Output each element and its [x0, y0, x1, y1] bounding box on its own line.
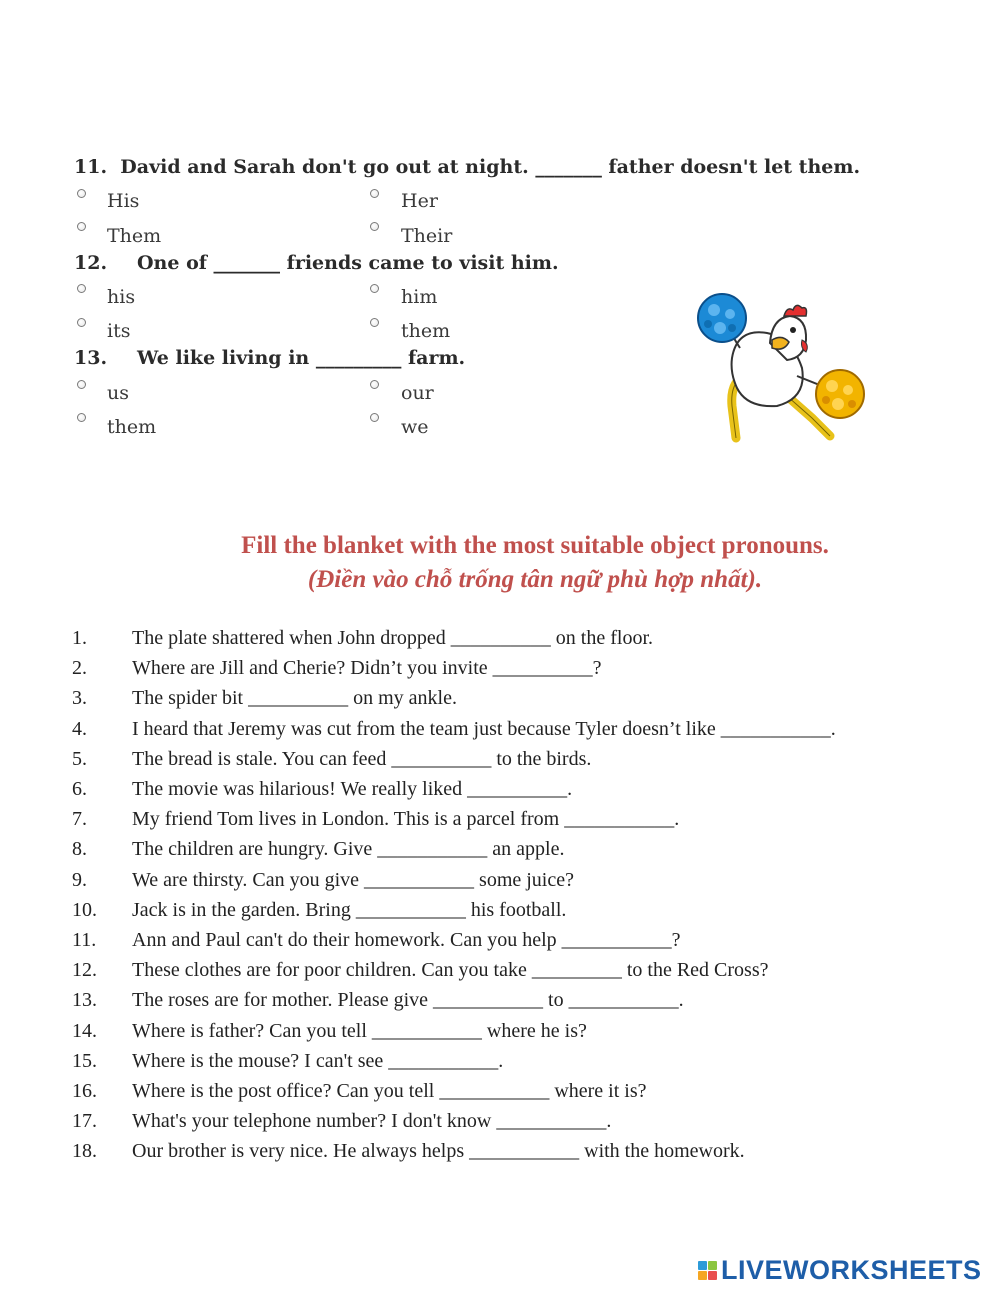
exercise-number: 18.: [72, 1140, 97, 1163]
radio-option[interactable]: [77, 380, 86, 389]
option-label: we: [401, 416, 429, 438]
option-label: its: [107, 320, 131, 342]
exercise-sentence[interactable]: Jack is in the garden. Bring ___________ his football.: [132, 898, 567, 921]
exercise-number: 13.: [72, 989, 97, 1012]
exercise-sentence[interactable]: Ann and Paul can't do their homework. Can you help ___________?: [132, 929, 681, 951]
exercise-number: 3.: [72, 687, 87, 710]
exercise-number: 12.: [72, 959, 97, 982]
exercise-number: 14.: [72, 1019, 97, 1042]
exercise-sentence[interactable]: The roses are for mother. Please give ___________ to ___________.: [132, 989, 684, 1012]
exercise-sentence[interactable]: The bread is stale. You can feed __________ to the birds.: [132, 747, 592, 770]
exercise-number: 5.: [72, 747, 87, 770]
exercise-number: 7.: [72, 808, 87, 831]
radio-option[interactable]: [370, 189, 379, 198]
question-number: 13.: [74, 347, 108, 369]
option-label: our: [401, 382, 434, 404]
question-text: David and Sarah don't go out at night. _______ father doesn't let them.: [120, 156, 861, 178]
radio-option[interactable]: [77, 222, 86, 231]
logo-icon: [698, 1261, 717, 1280]
liveworksheets-logo: [698, 1255, 982, 1285]
radio-option[interactable]: [370, 318, 379, 327]
option-label: Their: [401, 225, 453, 247]
exercise-sentence[interactable]: The children are hungry. Give ___________ an apple.: [132, 838, 565, 861]
option-label: them: [401, 320, 451, 342]
exercise-number: 6.: [72, 778, 87, 800]
radio-option[interactable]: [77, 284, 86, 293]
option-label: His: [107, 190, 140, 212]
exercise-sentence[interactable]: Where is father? Can you tell ___________ where he is?: [132, 1019, 587, 1042]
exercise-number: 4.: [72, 717, 87, 740]
exercise-sentence[interactable]: The spider bit __________ on my ankle.: [132, 687, 457, 710]
question-text: One of _______ friends came to visit him.: [137, 252, 559, 274]
exercise-sentence[interactable]: Where is the post office? Can you tell ___________ where it is?: [132, 1080, 647, 1102]
exercise-sentence[interactable]: What's your telephone number? I don't know ___________.: [132, 1110, 612, 1133]
exercise-sentence[interactable]: Our brother is very nice. He always helps ___________ with the homework.: [132, 1140, 745, 1163]
exercise-number: 11.: [72, 929, 97, 951]
radio-option[interactable]: [77, 413, 86, 422]
exercise-number: 2.: [72, 657, 87, 680]
option-label: Them: [107, 225, 162, 247]
option-label: them: [107, 416, 157, 438]
question-12: [74, 252, 559, 274]
radio-option[interactable]: [77, 189, 86, 198]
exercise-sentence[interactable]: Where are Jill and Cherie? Didn’t you invite __________?: [132, 657, 602, 680]
option-label: his: [107, 286, 136, 308]
exercise-number: 10.: [72, 898, 97, 921]
question-text: We like living in _________ farm.: [137, 347, 466, 369]
exercise-number: 16.: [72, 1080, 97, 1102]
section-title: Fill the blanket with the most suitable object pronouns.: [241, 532, 829, 559]
exercise-sentence[interactable]: Where is the mouse? I can't see ___________.: [132, 1049, 504, 1072]
section-subtitle: (Điền vào chỗ trống tân ngữ phù hợp nhất).: [307, 566, 763, 593]
exercise-sentence[interactable]: My friend Tom lives in London. This is a parcel from ___________.: [132, 808, 680, 831]
radio-option[interactable]: [77, 318, 86, 327]
exercise-number: 1.: [72, 627, 87, 649]
exercise-number: 15.: [72, 1049, 97, 1072]
radio-option[interactable]: [370, 222, 379, 231]
option-label: us: [107, 382, 129, 404]
option-label: him: [401, 286, 438, 308]
exercise-sentence[interactable]: The movie was hilarious! We really liked __________.: [132, 778, 573, 800]
question-13: [74, 347, 465, 369]
exercise-sentence[interactable]: The plate shattered when John dropped __________ on the floor.: [132, 627, 653, 649]
cheering-chicken-illustration: [692, 288, 872, 448]
question-number: 12.: [74, 252, 108, 274]
radio-option[interactable]: [370, 413, 379, 422]
radio-option[interactable]: [370, 380, 379, 389]
question-11: [74, 156, 860, 178]
exercise-number: 8.: [72, 838, 87, 861]
question-number: 11.: [74, 156, 108, 178]
exercise-number: 17.: [72, 1110, 97, 1133]
option-label: Her: [401, 190, 438, 212]
exercise-sentence[interactable]: We are thirsty. Can you give ___________ some juice?: [132, 868, 574, 891]
radio-option[interactable]: [370, 284, 379, 293]
logo-wordmark: LIVEWORKSHEETS: [721, 1254, 982, 1285]
exercise-sentence[interactable]: These clothes are for poor children. Can you take _________ to the Red Cross?: [132, 959, 769, 982]
exercise-number: 9.: [72, 868, 87, 891]
exercise-sentence[interactable]: I heard that Jeremy was cut from the team just because Tyler doesn’t like ___________.: [132, 717, 836, 740]
